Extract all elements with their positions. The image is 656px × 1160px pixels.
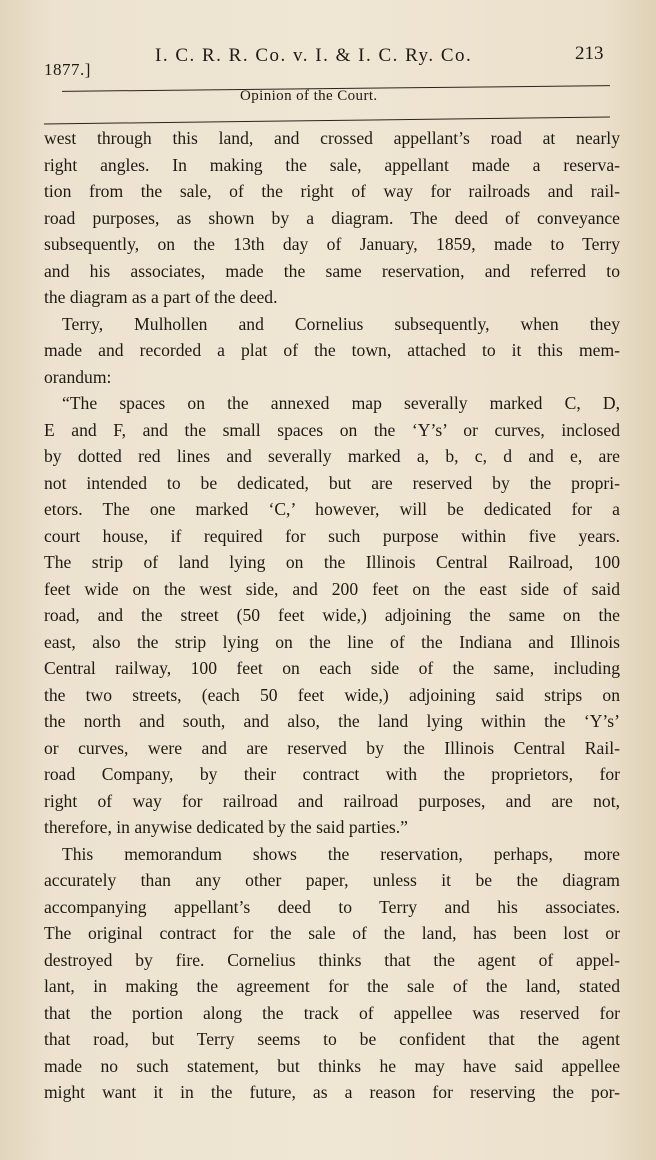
text-line: This memorandum shows the reservation, perhaps, more xyxy=(62,843,620,864)
text-line: by dotted red lines and severally marked a, b, c, d and e, are xyxy=(44,446,620,466)
text-line: not intended to be dedicated, but are reserved by the propri- xyxy=(44,472,620,493)
section-subtitle: Opinion of the Court. xyxy=(240,88,378,104)
running-head-title: I. C. R. R. Co. v. I. & I. C. Ry. Co. xyxy=(155,45,473,66)
text-line: west through this land, and crossed appellant’s road at nearly xyxy=(44,128,620,148)
text-line: accompanying appellant’s deed to Terry and his associates. xyxy=(44,896,620,917)
text-line: or curves, were and are reserved by the Illinois Central Rail- xyxy=(44,737,620,758)
text-line: right angles. In making the sale, appellant made a reserva- xyxy=(44,154,620,175)
text-line: that the portion along the track of appellee was reserved for xyxy=(44,1002,620,1023)
text-line: orandum: xyxy=(44,366,112,387)
text-line: tion from the sale, of the right of way for railroads and rail- xyxy=(44,181,620,201)
header-year: 1877.] xyxy=(44,60,91,79)
text-line: subsequently, on the 13th day of January, 1859, made to Terry xyxy=(44,234,620,254)
body-text xyxy=(44,125,620,1106)
text-line: and his associates, made the same reservation, and referred to xyxy=(44,260,620,281)
text-line: the two streets, (each 50 feet wide,) adjoining said strips on xyxy=(44,684,620,705)
text-line: road Company, by their contract with the proprietors, for xyxy=(44,764,620,784)
text-line: therefore, in anywise dedicated by the said parties.” xyxy=(44,817,408,837)
text-line: that road, but Terry seems to be confident that the agent xyxy=(44,1029,620,1049)
text-line: the north and south, and also, the land lying within the ‘Y’s’ xyxy=(44,711,620,731)
text-line: E and F, and the small spaces on the ‘Y’s’ or curves, inclosed xyxy=(44,419,620,440)
text-line: feet wide on the west side, and 200 feet on the east side of said xyxy=(44,578,620,599)
text-line: “The spaces on the annexed map severally marked C, D, xyxy=(62,393,620,413)
text-line: accurately than any other paper, unless it be the diagram xyxy=(44,870,620,890)
text-line: The original contract for the sale of the land, has been lost or xyxy=(44,923,620,943)
text-line: lant, in making the agreement for the sale of the land, stated xyxy=(44,976,620,996)
text-line: The strip of land lying on the Illinois Central Railroad, 100 xyxy=(44,552,620,572)
text-line: court house, if required for such purpose within five years. xyxy=(44,525,620,546)
text-line: made no such statement, but thinks he may have said appellee xyxy=(44,1055,620,1076)
header-rule-bottom xyxy=(44,117,610,125)
text-line: might want it in the future, as a reason for reserving the por- xyxy=(44,1082,620,1102)
text-line: etors. The one marked ‘C,’ however, will be dedicated for a xyxy=(44,499,620,519)
text-line: made and recorded a plat of the town, attached to it this mem- xyxy=(44,340,620,360)
page-number: 213 xyxy=(575,43,604,64)
text-line: east, also the strip lying on the line of the Indiana and Illinois xyxy=(44,631,620,652)
text-line: road purposes, as shown by a diagram. The deed of conveyance xyxy=(44,207,620,228)
text-line: right of way for railroad and railroad purposes, and are not, xyxy=(44,790,620,811)
text-line: destroyed by fire. Cornelius thinks that the agent of appel- xyxy=(44,949,620,970)
text-line: Central railway, 100 feet on each side of the same, including xyxy=(44,658,620,678)
text-line: the diagram as a part of the deed. xyxy=(44,287,278,307)
text-line: road, and the street (50 feet wide,) adjoining the same on the xyxy=(44,605,620,625)
text-line: Terry, Mulhollen and Cornelius subsequently, when they xyxy=(62,313,620,334)
